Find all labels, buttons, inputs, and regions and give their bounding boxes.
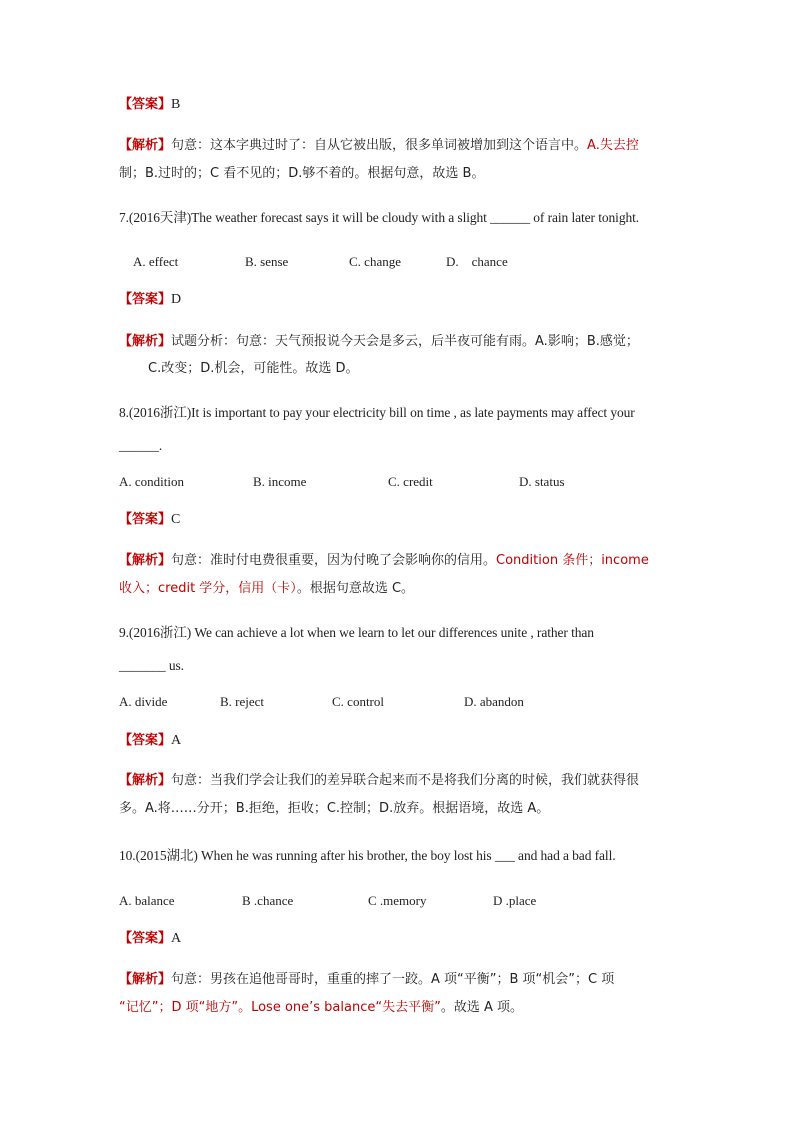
analysis-text-red: 收入；credit 学分，信用（卡） [119, 581, 297, 596]
q7-option-d: D. chance [446, 254, 508, 269]
answer-value: B [171, 97, 181, 112]
analysis-text: 句意：男孩在追他哥哥时，重重的摔了一跤。A 项“平衡”；B 项“机会”；C 项 [171, 972, 615, 987]
analysis-line-9b [119, 799, 549, 819]
analysis-line-6a [119, 136, 639, 156]
analysis-text: 。故选 A 项。 [440, 1000, 524, 1015]
analysis-line-8a [119, 551, 649, 571]
q9-option-a: A. divide [119, 694, 168, 709]
question-9-stem-line2 [119, 656, 184, 676]
answer-label: 【答案】 [119, 733, 172, 748]
answer-line-6 [119, 95, 180, 115]
analysis-line-9a [119, 771, 639, 791]
answer-line-7 [119, 290, 181, 310]
question-10-stem [119, 846, 616, 866]
answer-value: C [171, 512, 181, 527]
answer-line-9 [119, 731, 181, 751]
q7-option-c: C. change [349, 254, 401, 269]
answer-value: A [171, 733, 182, 748]
question-text: 10.(2015湖北) When he was running after his brother, the boy lost his ___ and had a bad fall. [119, 848, 616, 863]
analysis-text: 制；B.过时的；C 看不见的；D.够不着的。根据句意，故选 B。 [119, 166, 485, 181]
answer-value: A [171, 931, 182, 946]
analysis-label: 【解析】 [119, 334, 172, 349]
analysis-label: 【解析】 [119, 972, 172, 987]
q9-option-b: B. reject [220, 694, 265, 709]
q10-option-d: D .place [493, 893, 537, 908]
q8-option-d: D. status [519, 474, 565, 489]
question-text: _______ us. [119, 658, 184, 673]
analysis-line-7b [148, 359, 359, 379]
answer-label: 【答案】 [119, 931, 172, 946]
analysis-text: 句意：这本字典过时了：自从它被出版，很多单词被增加到这个语言中。 [171, 138, 588, 153]
question-8-stem-line2 [119, 436, 162, 456]
question-8-stem [119, 403, 635, 423]
analysis-text-red: “记忆”；D 项“地方”。Lose one’s balance“失去平衡” [119, 1000, 441, 1015]
question-9-stem [119, 623, 594, 643]
answer-value: D [171, 292, 182, 307]
q9-option-d: D. abandon [464, 694, 524, 709]
analysis-label: 【解析】 [119, 138, 172, 153]
q7-option-a: A. effect [133, 254, 179, 269]
analysis-line-10a [119, 970, 614, 990]
analysis-line-7a [119, 332, 639, 352]
answer-label: 【答案】 [119, 512, 172, 527]
q8-option-c: C. credit [388, 474, 433, 489]
analysis-text-red: Condition 条件；income [496, 553, 649, 568]
question-7-stem [119, 208, 639, 228]
question-text: 8.(2016浙江)It is important to pay your electricity bill on time , as late payments may affect your [119, 405, 635, 420]
q10-option-b: B .chance [242, 893, 294, 908]
answer-line-10 [119, 929, 181, 949]
q8-option-a: A. condition [119, 474, 184, 489]
analysis-text-red: A.失去控 [587, 138, 639, 153]
q7-option-b: B. sense [245, 254, 289, 269]
q10-option-c: C .memory [368, 893, 427, 908]
q10-option-a: A. balance [119, 893, 175, 908]
analysis-label: 【解析】 [119, 553, 172, 568]
answer-label: 【答案】 [119, 292, 172, 307]
analysis-text: 句意：当我们学会让我们的差异联合起来而不是将我们分离的时候，我们就获得很 [171, 773, 640, 788]
answer-line-8 [119, 510, 180, 530]
q8-option-b: B. income [253, 474, 307, 489]
analysis-text: 句意：准时付电费很重要，因为付晚了会影响你的信用。 [171, 553, 497, 568]
question-text: 7.(2016天津)The weather forecast says it will be cloudy with a slight ______ of rain later tonight. [119, 210, 640, 225]
analysis-text: 多。A.将……分开；B.拒绝，拒收；C.控制；D.放弃。根据语境，故选 A。 [119, 801, 550, 816]
question-text: ______. [119, 438, 163, 453]
q9-option-c: C. control [332, 694, 384, 709]
analysis-text: 。根据句意故选 C。 [296, 581, 415, 596]
analysis-line-6b [119, 164, 484, 184]
analysis-text: 试题分析：句意：天气预报说今天会是多云，后半夜可能有雨。A.影响；B.感觉； [171, 334, 639, 349]
analysis-text: C.改变；D.机会，可能性。故选 D。 [148, 361, 359, 376]
analysis-line-8b [119, 579, 414, 599]
question-text: 9.(2016浙江) We can achieve a lot when we learn to let our differences unite , rather than [119, 625, 594, 640]
analysis-label: 【解析】 [119, 773, 172, 788]
answer-label: 【答案】 [119, 97, 172, 112]
analysis-line-10b [119, 998, 523, 1018]
